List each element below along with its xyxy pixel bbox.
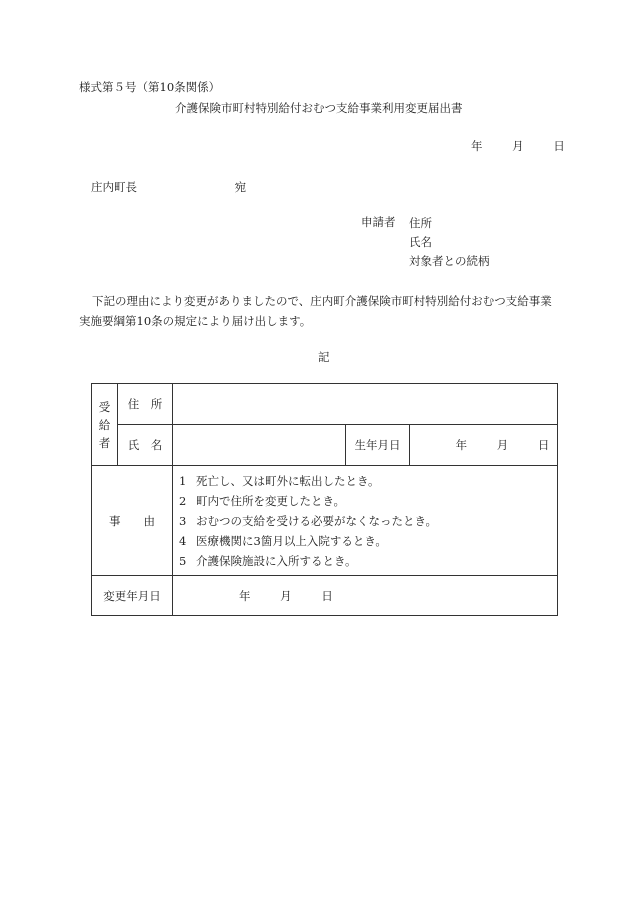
addressee-name: 庄内町長 [91, 180, 137, 194]
date-year: 年 [471, 139, 483, 153]
ki-heading: 記 [318, 350, 330, 364]
form-table [91, 383, 558, 616]
date-day: 日 [553, 139, 565, 153]
reason-item[interactable]: 2 町内で住所を変更したとき。 [179, 493, 346, 508]
reason-list [173, 466, 558, 576]
change-year: 年 [239, 588, 251, 603]
submission-date [471, 138, 565, 154]
reason-item[interactable]: 5 介護保険施設に入所するとき。 [179, 553, 357, 568]
reason-item[interactable]: 4 医療機関に3箇月以上入院するとき。 [179, 533, 387, 548]
name-label: 氏 名 [118, 425, 173, 466]
addressee [91, 179, 246, 195]
reason-label: 事 由 [92, 466, 173, 576]
birth-day: 日 [537, 438, 550, 452]
birth-year: 年 [455, 438, 468, 452]
change-date-field[interactable] [173, 576, 558, 616]
birthdate-label: 生年月日 [346, 425, 410, 466]
birthdate-field[interactable] [410, 425, 558, 466]
address-label: 住 所 [118, 384, 173, 425]
form-number: 様式第５号（第10条関係） [79, 80, 221, 94]
body-text: 下記の理由により変更がありましたので、庄内町介護保険市町村特別給付おむつ支給事業実施要綱第10条の規定により届け出します。 [79, 294, 552, 328]
address-field[interactable] [173, 384, 558, 425]
reason-item[interactable]: 1 死亡し、又は町外に転出したとき。 [179, 473, 380, 488]
birth-month: 月 [496, 438, 509, 452]
reason-item[interactable]: 3 おむつの支給を受ける必要がなくなったとき。 [179, 513, 438, 528]
change-date-label: 変更年月日 [92, 576, 173, 616]
applicant-address-label: 住所 [409, 216, 432, 230]
change-month: 月 [280, 588, 292, 603]
addressee-honorific: 宛 [234, 180, 247, 194]
recipient-label-cell [92, 384, 118, 466]
applicant-label: 申請者 [361, 215, 396, 229]
applicant-name-label: 氏名 [409, 235, 432, 249]
name-field[interactable] [173, 425, 346, 466]
applicant-fields [409, 214, 490, 271]
date-month: 月 [512, 139, 524, 153]
recipient-label: 受給者 [98, 399, 111, 450]
change-day: 日 [321, 588, 333, 603]
document-title: 介護保険市町村特別給付おむつ支給事業利用変更届出書 [175, 101, 463, 115]
applicant-relationship-label: 対象者との続柄 [409, 254, 490, 268]
